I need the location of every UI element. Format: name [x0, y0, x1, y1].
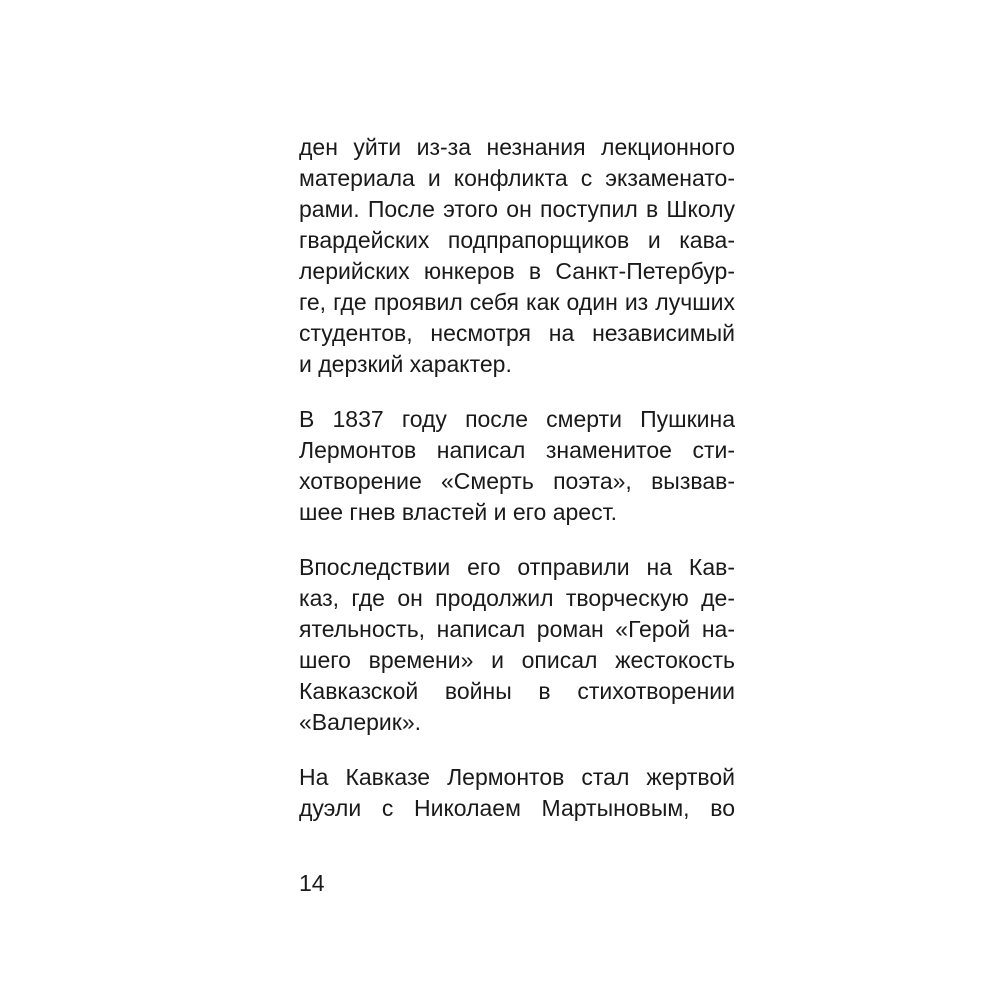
text-line: На Кавказе Лермонтов стал жертвой: [299, 764, 735, 790]
text-line: шее гнев властей и его арест.: [299, 499, 617, 525]
text-line: «Валерик».: [299, 709, 422, 735]
text-line: Впоследствии его отправили на Кав-: [299, 554, 735, 580]
text-line: В 1837 году после смерти Пушкина: [299, 406, 735, 432]
text-line: лерийских юнкеров в Санкт-Петербур-: [299, 258, 735, 284]
text-line: шего времени» и описал жестокость: [299, 647, 735, 673]
text-line: Кавказской войны в стихотворении: [299, 678, 735, 704]
text-line: ден уйти из-за незнания лекционного: [299, 134, 735, 160]
text-line: хотворение «Смерть поэта», вызвав-: [299, 468, 735, 494]
page-number: 14: [299, 870, 325, 896]
text-line: материала и конфликта с экзаменато-: [299, 165, 735, 191]
paragraph-3: [299, 552, 735, 738]
text-line: студентов, несмотря на независимый: [299, 320, 735, 346]
text-line: ге, где проявил себя как один из лучших: [299, 289, 735, 315]
paragraph-2: [299, 404, 735, 528]
paragraph-1: [299, 132, 735, 380]
text-line: гвардейских подпрапорщиков и кава-: [299, 227, 735, 253]
paragraph-4: [299, 762, 735, 824]
text-line: и дерзкий характер.: [299, 351, 512, 377]
text-line: дуэли с Николаем Мартыновым, во: [299, 795, 735, 821]
text-line: ятельность, написал роман «Герой на-: [299, 616, 735, 642]
text-column: [299, 132, 735, 848]
text-line: Лермонтов написал знаменитое сти-: [299, 437, 735, 463]
text-line: каз, где он продолжил творческую де-: [299, 585, 735, 611]
text-line: рами. После этого он поступил в Школу: [299, 196, 735, 222]
